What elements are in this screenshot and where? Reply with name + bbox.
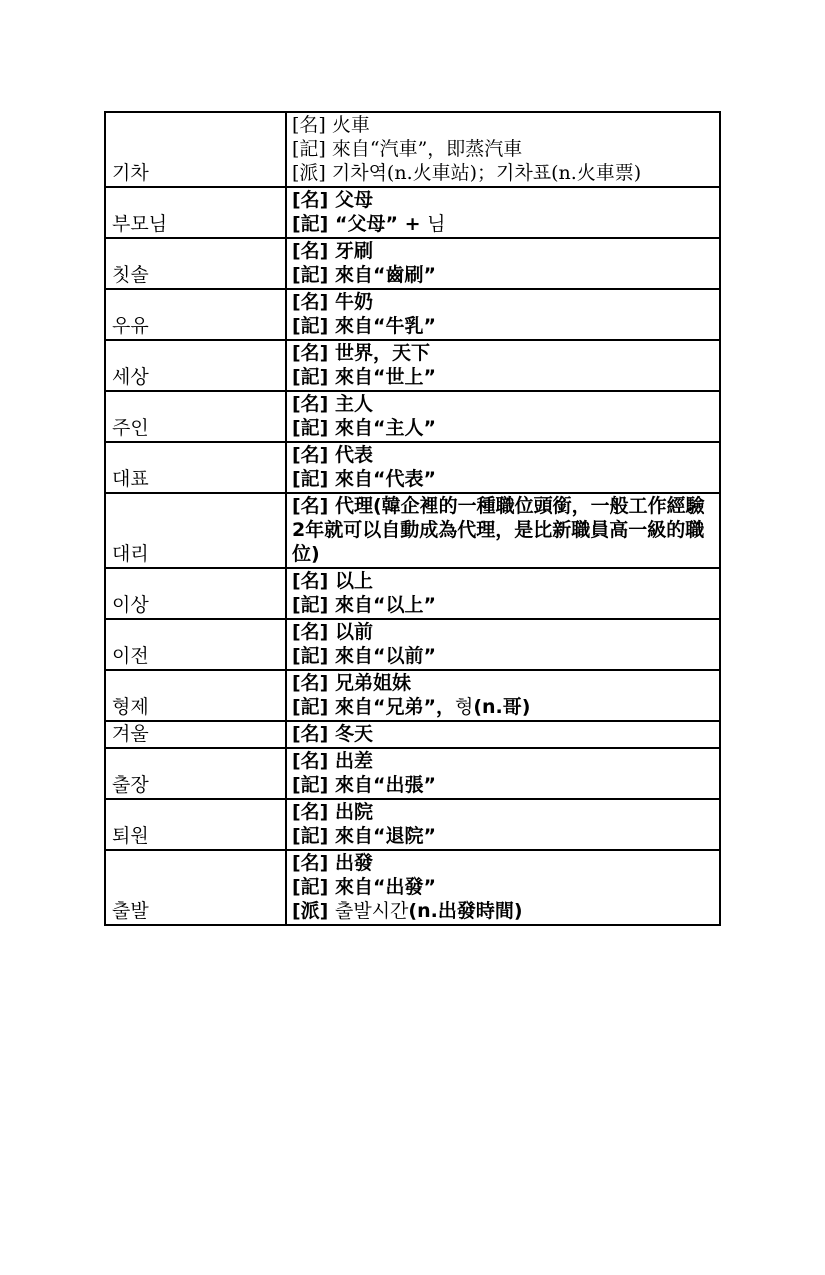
korean-word: 퇴원	[105, 799, 286, 850]
definition-text: [名] 父母	[292, 189, 373, 211]
vocabulary-table-body	[105, 112, 720, 925]
definition-line	[292, 494, 715, 566]
definition-line	[292, 239, 715, 263]
vocab-row	[105, 289, 720, 340]
vocab-row	[105, 238, 720, 289]
definition-cell	[286, 799, 720, 850]
definition-text: [記] 來自“汽車”，即蒸汽車	[292, 138, 523, 160]
korean-word: 대표	[105, 442, 286, 493]
vocab-row	[105, 112, 720, 187]
definition-line	[292, 212, 715, 236]
definition-text: [記] 來自“出張”	[292, 774, 436, 796]
definition-line	[292, 443, 715, 467]
definition-text: [名] 世界，天下	[292, 342, 430, 364]
definition-cell	[286, 442, 720, 493]
definition-text: [記] 來自“世上”	[292, 366, 436, 388]
definition-line	[292, 392, 715, 416]
definition-text: [記] 來自“出發”	[292, 876, 436, 898]
definition-text: [名] 牙刷	[292, 240, 373, 262]
definition-cell	[286, 670, 720, 721]
definition-line	[292, 161, 715, 185]
korean-word: 이전	[105, 619, 286, 670]
definition-cell	[286, 289, 720, 340]
vocab-row	[105, 568, 720, 619]
definition-line	[292, 773, 715, 797]
definition-text: [記] 來自“以前”	[292, 645, 436, 667]
definition-line	[292, 416, 715, 440]
vocab-row	[105, 748, 720, 799]
definition-cell	[286, 391, 720, 442]
definition-text: [派] 기차역(n.火車站)；기차표(n.火車票)	[292, 162, 642, 184]
korean-word: 출발	[105, 850, 286, 925]
definition-text: [記] 來自“以上”	[292, 594, 436, 616]
definition-text: [派]	[292, 900, 335, 922]
definition-text: [名] 代表	[292, 444, 373, 466]
definition-text: [名] 出差	[292, 750, 373, 772]
korean-word: 칫솔	[105, 238, 286, 289]
definition-line	[292, 341, 715, 365]
korean-term-text: 형	[454, 696, 474, 718]
vocab-row	[105, 670, 720, 721]
definition-cell	[286, 238, 720, 289]
definition-line	[292, 722, 715, 746]
definition-line	[292, 875, 715, 899]
definition-line	[292, 824, 715, 848]
korean-word: 기차	[105, 112, 286, 187]
definition-cell	[286, 493, 720, 568]
definition-text: [記] 來自“兄弟”，	[292, 696, 455, 718]
definition-text: [名] 代理(韓企裡的一種職位頭銜，一般工作經驗2年就可以自動成為代理，是比新職員高一級的職位)	[292, 495, 705, 565]
korean-word: 출장	[105, 748, 286, 799]
definition-line	[292, 467, 715, 491]
vocab-row	[105, 619, 720, 670]
vocab-row	[105, 187, 720, 238]
definition-text: [名] 主人	[292, 393, 373, 415]
definition-text: [記] 來自“牛乳”	[292, 315, 436, 337]
definition-cell	[286, 748, 720, 799]
definition-line	[292, 569, 715, 593]
definition-line	[292, 644, 715, 668]
definition-line	[292, 290, 715, 314]
definition-cell	[286, 619, 720, 670]
korean-word: 대리	[105, 493, 286, 568]
definition-text: (n.哥)	[473, 696, 531, 718]
vocab-row	[105, 799, 720, 850]
definition-text: (n.出發時間)	[408, 900, 523, 922]
korean-word: 세상	[105, 340, 286, 391]
definition-line	[292, 593, 715, 617]
definition-line	[292, 749, 715, 773]
definition-cell	[286, 187, 720, 238]
definition-line	[292, 899, 715, 923]
definition-line	[292, 188, 715, 212]
vocab-row	[105, 340, 720, 391]
definition-line	[292, 671, 715, 695]
korean-word: 주인	[105, 391, 286, 442]
definition-text: [記] 來自“退院”	[292, 825, 436, 847]
definition-line	[292, 365, 715, 389]
vocabulary-table	[104, 111, 721, 926]
definition-text: [名] 牛奶	[292, 291, 373, 313]
definition-text: [名] 兄弟姐妹	[292, 672, 411, 694]
definition-line	[292, 851, 715, 875]
definition-line	[292, 800, 715, 824]
definition-line	[292, 137, 715, 161]
definition-cell	[286, 112, 720, 187]
definition-text: [名] 出院	[292, 801, 373, 823]
korean-word: 이상	[105, 568, 286, 619]
definition-text: [名] 火車	[292, 114, 370, 136]
definition-cell	[286, 850, 720, 925]
vocab-row	[105, 391, 720, 442]
definition-text: [名] 以上	[292, 570, 373, 592]
definition-cell	[286, 568, 720, 619]
korean-term-text: 님	[427, 213, 446, 235]
vocab-row	[105, 850, 720, 925]
korean-term-text: 출발시간	[334, 900, 409, 922]
definition-line	[292, 263, 715, 287]
definition-text: [名] 冬天	[292, 723, 373, 745]
definition-text: [記] 來自“主人”	[292, 417, 436, 439]
vocab-row	[105, 493, 720, 568]
vocab-row	[105, 442, 720, 493]
definition-line	[292, 695, 715, 719]
definition-text: [記] “父母” +	[292, 213, 428, 235]
definition-text: [記] 來自“代表”	[292, 468, 436, 490]
definition-cell	[286, 340, 720, 391]
definition-text: [名] 以前	[292, 621, 373, 643]
definition-text: [名] 出發	[292, 852, 373, 874]
definition-line	[292, 314, 715, 338]
korean-word: 우유	[105, 289, 286, 340]
definition-line	[292, 113, 715, 137]
korean-word: 부모님	[105, 187, 286, 238]
definition-text: [記] 來自“齒刷”	[292, 264, 436, 286]
korean-word: 형제	[105, 670, 286, 721]
definition-line	[292, 620, 715, 644]
vocab-row	[105, 721, 720, 748]
definition-cell	[286, 721, 720, 748]
korean-word: 겨울	[105, 721, 286, 748]
